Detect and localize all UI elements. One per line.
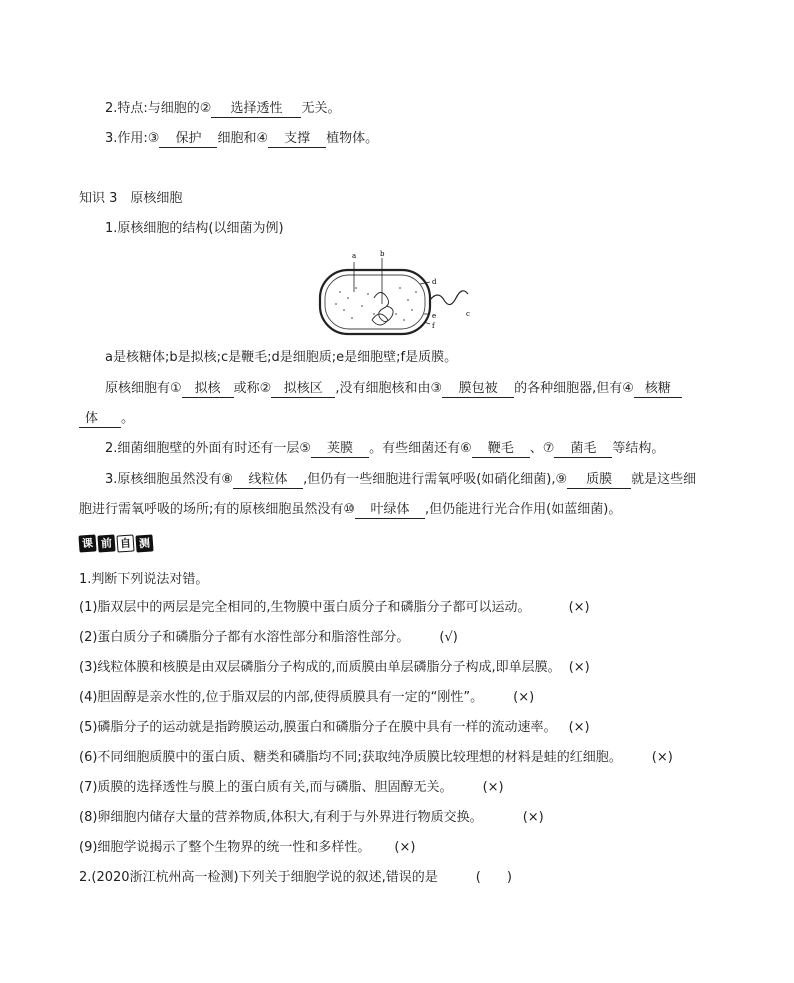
judge-item: (2)蛋白质分子和磷脂分子都有水溶性部分和脂溶性部分。 (√) xyxy=(79,630,458,645)
answer-blank: 保护 xyxy=(159,131,217,148)
judge-item: (3)线粒体膜和核膜是由双层磷脂分子构成的,而质膜由单层磷脂分子构成,即单层膜。 (×) xyxy=(79,660,590,675)
badge-char: 测 xyxy=(135,534,153,552)
judge-answer: (×) xyxy=(513,690,535,705)
prokaryote-para-cont: 体 。 xyxy=(79,410,134,428)
answer-blank: 支撑 xyxy=(268,131,326,148)
answer-blank: 叶绿体 xyxy=(355,502,425,519)
question-1-title: 1.判断下列说法对错。 xyxy=(79,572,209,587)
answer-blank: 线粒体 xyxy=(233,472,303,489)
item3-line: 3.原核细胞虽然没有⑧ 线粒体 ,但仍有一些细胞进行需氧呼吸(如硝化细菌),⑨ 质膜 就是这些细 xyxy=(105,472,697,487)
badge-char: 自 xyxy=(116,534,134,552)
judge-answer: (×) xyxy=(651,750,673,765)
answer-paren: ( ) xyxy=(475,870,512,885)
feature-line: 2.特点:与细胞的② 选择透性 无关。 xyxy=(105,101,341,116)
label-f: f xyxy=(432,322,435,330)
question-2: 2.(2020浙江杭州高一检测)下列关于细胞学说的叙述,错误的是 ( ) xyxy=(79,870,512,885)
cell-wall-shape xyxy=(320,270,430,334)
judge-item: (8)卵细胞内储存大量的营养物质,体积大,有利于与外界进行物质交换。 (×) xyxy=(79,810,544,825)
judge-item: (7)质膜的选择透性与膜上的蛋白质有关,而与磷脂、胆固醇无关。 (×) xyxy=(79,780,504,795)
answer-blank: 荚膜 xyxy=(311,441,369,458)
judge-answer: (×) xyxy=(568,720,590,735)
answer-blank: 鞭毛 xyxy=(472,441,530,458)
judge-item: (5)磷脂分子的运动就是指跨膜运动,膜蛋白和磷脂分子在膜中具有一样的流动速率。 (×) xyxy=(79,720,590,735)
label-a: a xyxy=(352,252,357,260)
section-heading: 知识 3 原核细胞 xyxy=(79,191,183,206)
judge-item: (1)脂双层中的两层是完全相同的,生物膜中蛋白质分子和磷脂分子都可以运动。 (×) xyxy=(79,600,590,615)
answer-blank: 菌毛 xyxy=(554,441,612,458)
item1-title: 1.原核细胞的结构(以细菌为例) xyxy=(105,221,284,236)
answer-blank: 拟核区 xyxy=(271,381,335,398)
judge-item: (9)细胞学说揭示了整个生物界的统一性和多样性。 (×) xyxy=(79,840,416,855)
label-c: c xyxy=(466,310,470,318)
function-line: 3.作用:③ 保护 细胞和④ 支撑 植物体。 xyxy=(105,131,379,146)
answer-blank: 核糖 xyxy=(634,381,682,398)
judge-answer: (×) xyxy=(568,660,590,675)
badge-char: 前 xyxy=(97,534,115,552)
answer-blank: 质膜 xyxy=(567,472,631,489)
item3-line-cont: 胞进行需氧呼吸的场所;有的原核细胞虽然没有⑩ 叶绿体 ,但仍能进行光合作用(如蓝细菌)。 xyxy=(79,502,622,517)
label-d: d xyxy=(432,278,437,286)
judge-answer: (√) xyxy=(439,630,458,645)
figure-caption: a是核糖体;b是拟核;c是鞭毛;d是细胞质;e是细胞壁;f是质膜。 xyxy=(105,350,458,365)
judge-item: (4)胆固醇是亲水性的,位于脂双层的内部,使得质膜具有一定的“刚性”。 (×) xyxy=(79,690,535,705)
judge-answer: (×) xyxy=(522,810,544,825)
judge-item: (6)不同细胞质膜中的蛋白质、糖类和磷脂均不同;获取纯净质膜比较理想的材料是蛙的红细胞。 (×) xyxy=(79,750,673,765)
flagellum-shape xyxy=(430,291,468,305)
label-b: b xyxy=(380,250,385,258)
answer-blank: 膜包被 xyxy=(442,381,514,398)
judge-answer: (×) xyxy=(482,780,504,795)
answer-blank: 选择透性 xyxy=(211,101,301,118)
answer-blank: 拟核 xyxy=(182,381,234,398)
judge-answer: (×) xyxy=(394,840,416,855)
answer-blank: 体 xyxy=(79,411,121,428)
badge-char: 课 xyxy=(78,534,96,552)
prokaryote-para: 原核细胞有① 拟核 或称② 拟核区 ,没有细胞核和由③ 膜包被 的各种细胞器,但有④ 核糖 xyxy=(105,380,682,398)
judge-answer: (×) xyxy=(568,600,590,615)
pre-class-test-badge xyxy=(79,535,153,552)
label-e: e xyxy=(432,312,437,320)
bacterium-diagram xyxy=(316,248,486,340)
item2-line: 2.细菌细胞壁的外面有时还有一层⑤ 荚膜 。有些细菌还有⑥ 鞭毛 、⑦ 菌毛 等结构。 xyxy=(105,441,665,456)
